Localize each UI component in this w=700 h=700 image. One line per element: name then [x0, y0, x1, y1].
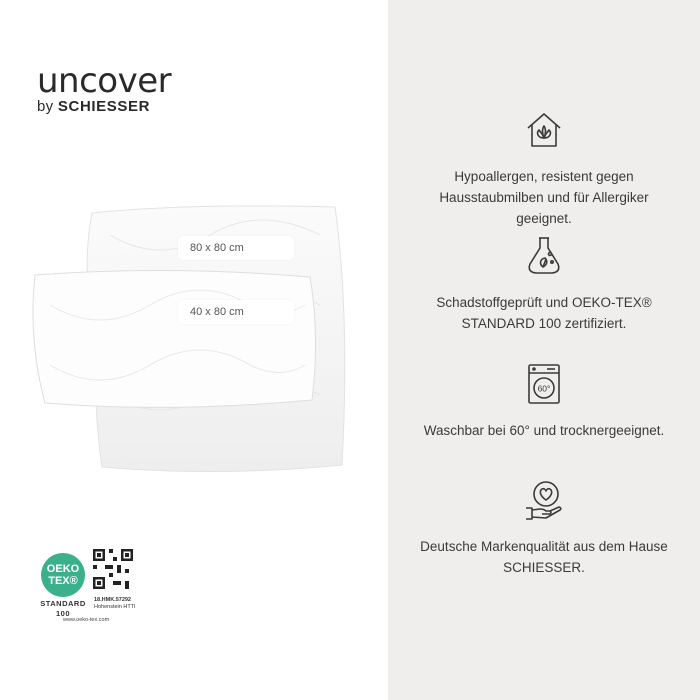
oeko-cert-code: 18.HMK.57292 — [94, 597, 131, 603]
oeko-standard-label: STANDARD 100 — [40, 599, 86, 618]
brand-company: SCHIESSER — [57, 98, 151, 115]
feature-washable — [388, 362, 700, 441]
brand-name: uncover — [37, 61, 172, 101]
feature-hypoallergenic — [388, 108, 700, 229]
oeko-tex-badge — [36, 545, 176, 635]
washing-machine-icon — [522, 362, 566, 406]
oeko-logo-line1: OEKO — [46, 563, 80, 575]
feature-text-hypoallergenic: Hypoallergen, resistent gegen Hausstaubmilben und für Allergiker geeignet. — [439, 169, 649, 226]
features-panel — [388, 0, 700, 700]
size-label-large: 80 x 80 cm — [178, 236, 294, 260]
wash-temp-label: 60° — [537, 383, 551, 394]
size-label-small: 40 x 80 cm — [178, 300, 294, 324]
brand-by: by — [37, 98, 54, 115]
oeko-tex-logo — [41, 553, 85, 597]
feature-text-quality: Deutsche Markenqualität aus dem Hause SCHIESSER. — [420, 539, 668, 575]
qr-code-icon — [93, 549, 133, 589]
oeko-logo-line2: TEX® — [48, 575, 78, 587]
oeko-cert-info — [94, 597, 136, 611]
oeko-cert-institute: Hohenstein HTTI — [94, 604, 136, 610]
house-leaf-icon — [522, 108, 566, 152]
feature-tested — [388, 234, 700, 334]
feature-text-tested: Schadstoffgeprüft und OEKO-TEX® STANDARD 100 zertifiziert. — [436, 295, 652, 331]
hand-heart-icon — [522, 478, 566, 522]
feature-text-washable: Waschbar bei 60° und trocknergeeignet. — [423, 423, 665, 438]
flask-leaf-icon — [522, 234, 566, 278]
pillow-small — [33, 270, 316, 407]
feature-quality — [388, 478, 700, 578]
oeko-url: www.oeko-tex.com — [63, 617, 110, 623]
brand-logo — [37, 61, 172, 115]
